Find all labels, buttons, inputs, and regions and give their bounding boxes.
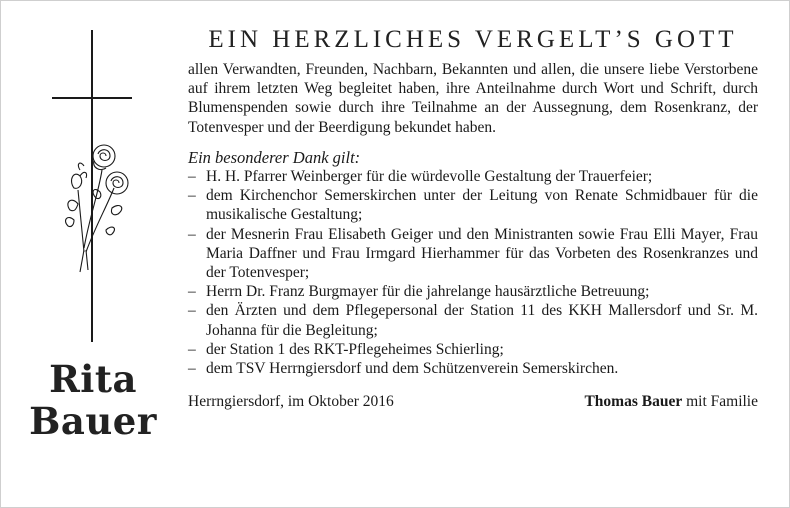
list-item-text: H. H. Pfarrer Weinberger für die würdevolle Gestaltung der Trauerfeier; bbox=[206, 168, 653, 186]
list-item bbox=[188, 282, 758, 301]
place-date: Herrngiersdorf, im Oktober 2016 bbox=[188, 393, 394, 411]
list-dash: – bbox=[188, 340, 196, 358]
list-dash: – bbox=[188, 187, 196, 205]
list-item bbox=[188, 340, 758, 359]
list-item-text: dem TSV Herrngiersdorf und dem Schützenverein Semerskirchen. bbox=[206, 360, 619, 378]
list-item bbox=[188, 167, 758, 186]
list-item bbox=[188, 359, 758, 378]
list-item bbox=[188, 225, 758, 283]
list-item-text: dem Kirchenchor Semerskirchen unter der Leitung von Renate Schmidbauer für die musikalische Gestaltung; bbox=[206, 187, 758, 224]
signer bbox=[584, 392, 758, 411]
headline: EIN HERZLICHES VERGELT’S GOTT bbox=[208, 26, 738, 53]
list-dash: – bbox=[188, 360, 196, 378]
deceased-name bbox=[0, 358, 186, 442]
signer-suffix: mit Familie bbox=[682, 393, 758, 411]
list-item-text: der Mesnerin Frau Elisabeth Geiger und den Ministranten sowie Frau Elli Mayer, Frau Maria Daffner und Frau Irmgard Hierhammer für das Vorbeten des Rosenkranzes und der Totenvesper; bbox=[206, 225, 758, 282]
notice-text bbox=[188, 26, 758, 411]
list-dash: – bbox=[188, 302, 196, 320]
intro-paragraph: allen Verwandten, Freunden, Nachbarn, Bekannten und allen, die unsere liebe Verstorbene auf ihrem letzten Weg begleitet haben, ihre Anteilnahme durch Wort und Schrift, durch Blumenspenden sowie durch ihre Teilnahme an der Aussegnung, dem Rosenkranz, der Totenvesper und der Beerdigung bekundet haben. bbox=[188, 61, 758, 136]
notice-footer bbox=[188, 392, 758, 411]
list-item bbox=[188, 301, 758, 339]
roses-icon bbox=[66, 145, 128, 272]
deceased-last-name: Bauer bbox=[29, 399, 157, 443]
signer-name: Thomas Bauer bbox=[584, 393, 683, 411]
list-item-text: den Ärzten und dem Pflegepersonal der Station 11 des KKH Mallersdorf und Sr. M. Johanna für die Begleitung; bbox=[206, 302, 758, 339]
list-dash: – bbox=[188, 283, 196, 301]
deceased-first-name: Rita bbox=[49, 357, 137, 401]
thanks-list bbox=[188, 167, 758, 378]
list-item-text: Herrn Dr. Franz Burgmayer für die jahrelange hausärztliche Betreuung; bbox=[206, 283, 650, 301]
list-item-text: der Station 1 des RKT-Pflegeheimes Schierling; bbox=[206, 340, 504, 358]
symbol-column bbox=[0, 0, 178, 508]
list-dash: – bbox=[188, 168, 196, 186]
list-item bbox=[188, 186, 758, 224]
special-thanks-heading: Ein besonderer Dank gilt: bbox=[188, 147, 361, 167]
list-dash: – bbox=[188, 225, 196, 243]
cross-icon bbox=[40, 20, 140, 350]
